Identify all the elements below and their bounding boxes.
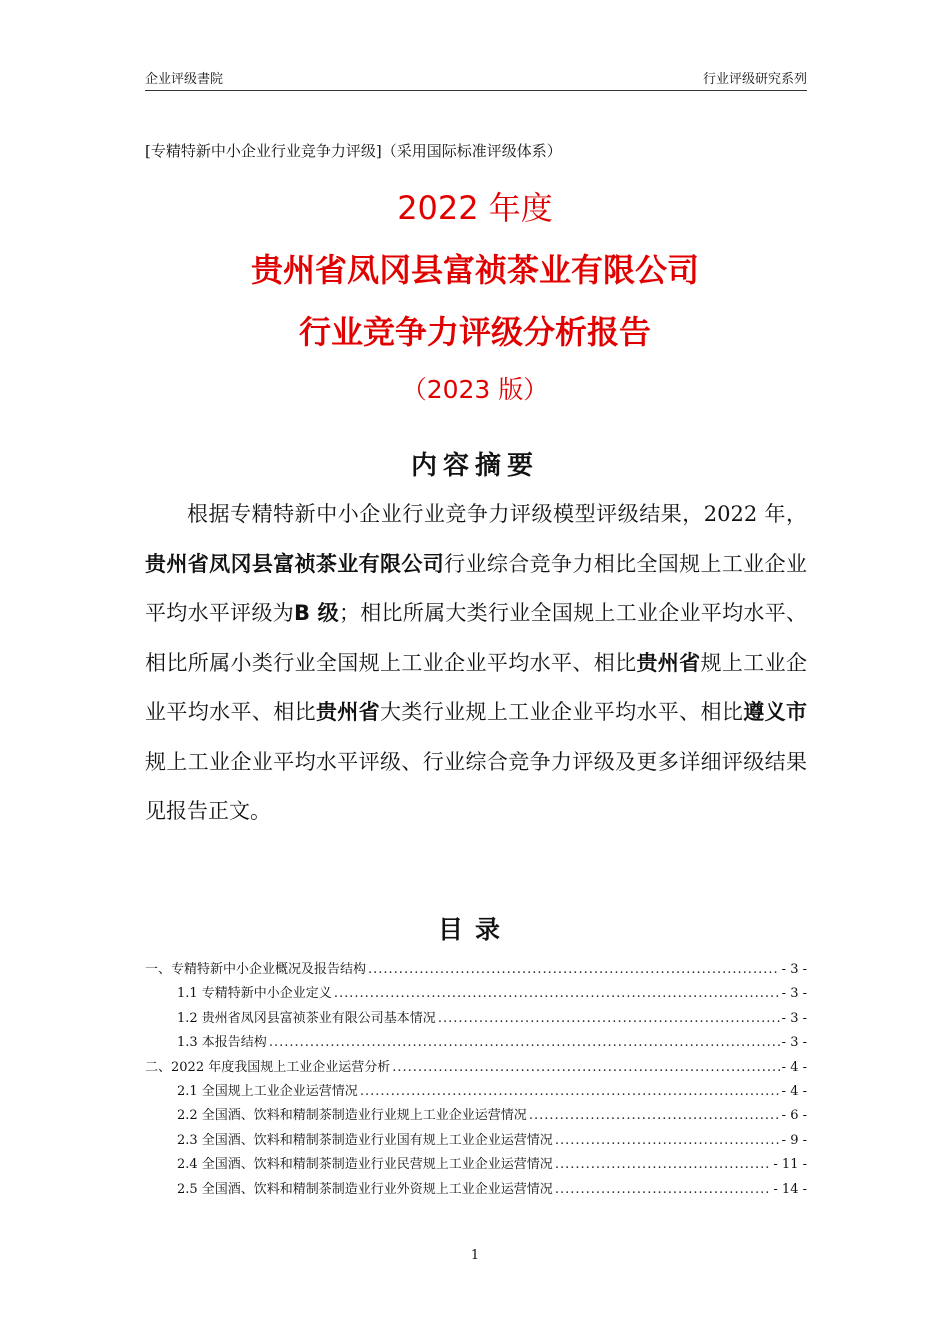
toc-heading: 目录 <box>437 915 512 944</box>
page-header <box>145 66 807 91</box>
title-edition: （2023 版） <box>401 375 549 404</box>
title-year: 2022 年度 <box>397 189 553 227</box>
toc-leader-dots <box>555 1157 772 1172</box>
abstract-paragraph: 根据专精特新中小企业行业竞争力评级模型评级结果，2022 年，贵州省凤冈县富祯茶业有限公司行业综合竞争力相比全国规上工业企业平均水平评级为B 级；相比所属大类行业全国规上工业企业平均水平、相比所属小类行业全国规上工业企业平均水平、相比贵州省规上工业企业平均水平、相比贵州省大类行业规上工业企业平均水平、相比遵义市规上工业企业平均水平评级、行业综合竞争力评级及更多详细评级结果见报告正文。 <box>145 502 808 823</box>
abstract-city: 遵义市 <box>743 700 808 724</box>
toc-entry-title: 2.4 全国酒、饮料和精制茶制造业行业民营规上工业企业运营情况 <box>177 1157 553 1173</box>
toc-leader-dots <box>438 1011 780 1026</box>
toc-entry-page: - 3 - <box>781 962 807 977</box>
toc-entry-title: 1.2 贵州省凤冈县富祯茶业有限公司基本情况 <box>177 1010 436 1026</box>
abstract-province: 贵州省 <box>636 650 701 675</box>
header-right-text: 行业评级研究系列 <box>702 72 807 87</box>
title-company: 贵州省凤冈县富祯茶业有限公司 <box>250 251 699 289</box>
toc-leader-dots <box>334 986 780 1001</box>
toc-entry-title: 二、2022 年度我国规上工业企业运营分析 <box>145 1059 391 1075</box>
toc-entry[interactable] <box>145 958 807 982</box>
abstract-company: 贵州省凤冈县富祯茶业有限公司 <box>145 551 445 576</box>
toc-entry[interactable] <box>145 982 807 1006</box>
toc-leader-dots <box>269 1035 780 1050</box>
abstract-body <box>145 490 807 837</box>
abstract-heading: 内容摘要 <box>410 451 539 481</box>
toc-entry-title: 2.3 全国酒、饮料和精制茶制造业行业国有规上工业企业运营情况 <box>177 1132 553 1148</box>
toc-entry[interactable] <box>145 1178 807 1202</box>
toc-entry-page: - 3 - <box>781 986 807 1002</box>
toc-leader-dots <box>555 1133 780 1148</box>
toc-entry-page: - 3 - <box>781 1010 807 1026</box>
toc-entry-page: - 9 - <box>781 1132 807 1148</box>
toc-entry-title: 一、专精特新中小企业概况及报告结构 <box>145 962 367 977</box>
toc-leader-dots <box>555 1182 772 1197</box>
toc-entry[interactable] <box>145 1129 807 1153</box>
toc-entry-page: - 4 - <box>781 1059 807 1075</box>
toc-entry-page: - 6 - <box>781 1108 807 1124</box>
page-number: 1 <box>470 1248 480 1263</box>
toc-leader-dots <box>529 1108 780 1123</box>
toc-entry-title: 2.5 全国酒、饮料和精制茶制造业行业外资规上工业企业运营情况 <box>177 1181 553 1197</box>
abstract-grade: B 级 <box>294 601 339 625</box>
toc-entry[interactable] <box>145 1056 807 1080</box>
toc-entry-page: - 14 - <box>773 1181 807 1197</box>
report-subtitle: [专精特新中小企业行业竞争力评级]（采用国际标准评级体系） <box>145 142 562 160</box>
header-left-text: 企业评级書院 <box>145 72 224 87</box>
toc-entry[interactable] <box>145 1007 807 1031</box>
toc-entry-page: - 4 - <box>781 1083 807 1099</box>
toc-leader-dots <box>392 1060 779 1075</box>
toc-entry-title: 1.3 本报告结构 <box>177 1035 267 1051</box>
toc-entry-title: 1.1 专精特新中小企业定义 <box>177 986 332 1002</box>
toc-entry[interactable] <box>145 1104 807 1128</box>
toc-leader-dots <box>360 1084 780 1099</box>
abstract-province: 贵州省 <box>315 700 381 724</box>
toc-entry[interactable] <box>145 1031 807 1055</box>
toc-entry-page: - 11 - <box>773 1157 807 1173</box>
toc-entry-title: 2.1 全国规上工业企业运营情况 <box>177 1083 358 1099</box>
toc-entry[interactable] <box>145 1153 807 1177</box>
table-of-contents <box>145 958 807 1202</box>
title-report: 行业竞争力评级分析报告 <box>298 313 651 351</box>
toc-entry[interactable] <box>145 1080 807 1104</box>
toc-entry-title: 2.2 全国酒、饮料和精制茶制造业行业规上工业企业运营情况 <box>177 1108 527 1124</box>
toc-leader-dots <box>368 962 780 977</box>
toc-entry-page: - 3 - <box>781 1035 807 1051</box>
